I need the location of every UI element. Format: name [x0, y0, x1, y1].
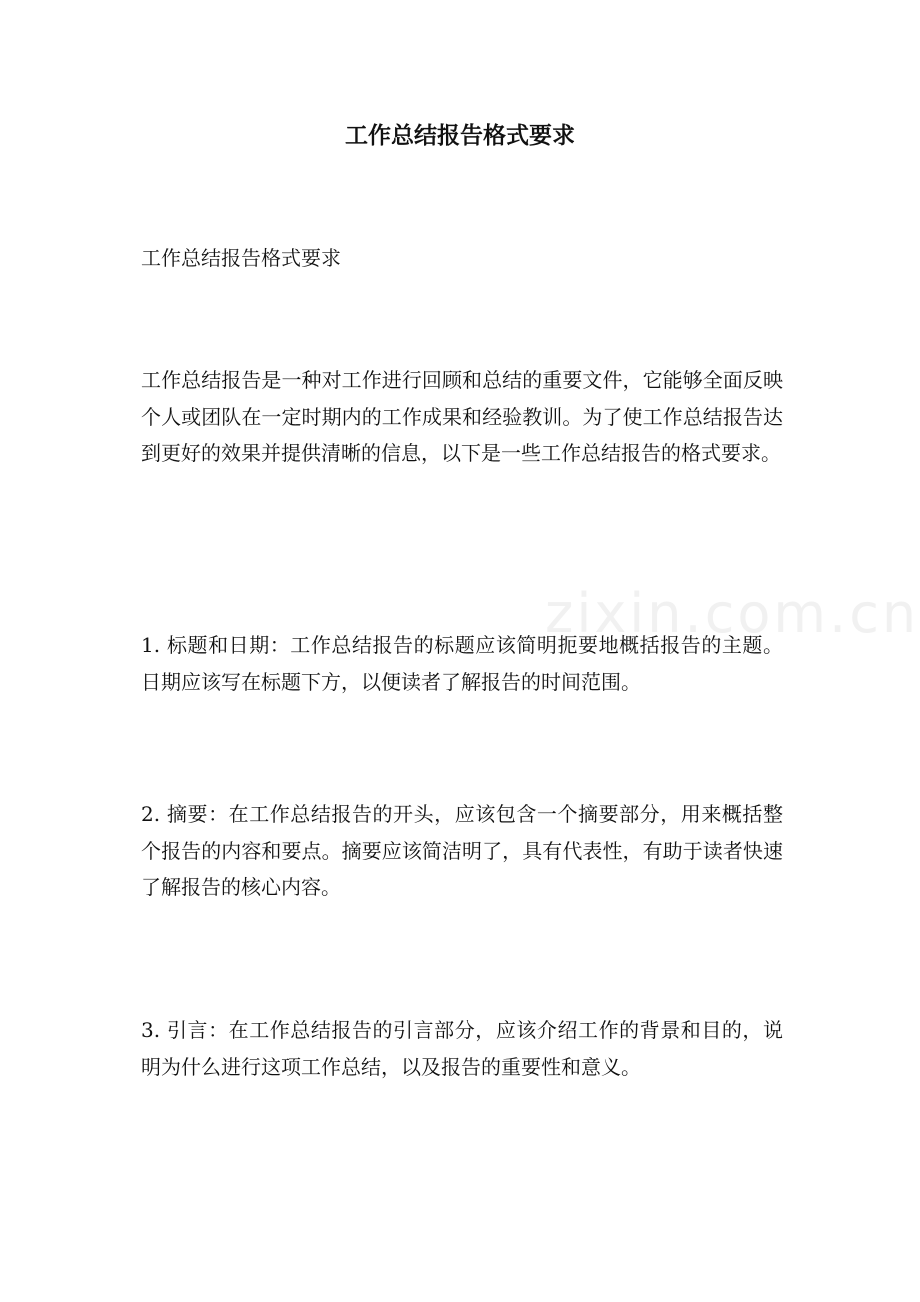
document-subtitle: 工作总结报告格式要求 — [141, 246, 341, 270]
document-title: 工作总结报告格式要求 — [345, 122, 575, 149]
list-item-abstract: 2. 摘要：在工作总结报告的开头，应该包含一个摘要部分，用来概括整个报告的内容和要点。摘要应该简洁明了，具有代表性，有助于读者快速了解报告的核心内容。 — [141, 802, 783, 899]
watermark: zixin.com.cn — [545, 582, 920, 645]
list-item-title-date: 1. 标题和日期：工作总结报告的标题应该简明扼要地概括报告的主题。日期应该写在标题下方，以便读者了解报告的时间范围。 — [141, 633, 783, 694]
intro-paragraph: 工作总结报告是一种对工作进行回顾和总结的重要文件，它能够全面反映个人或团队在一定时期内的工作成果和经验教训。为了使工作总结报告达到更好的效果并提供清晰的信息，以下是一些工作总结报告的格式要求。 — [141, 368, 783, 465]
list-item-introduction: 3. 引言：在工作总结报告的引言部分，应该介绍工作的背景和目的，说明为什么进行这项工作总结，以及报告的重要性和意义。 — [141, 1018, 783, 1079]
